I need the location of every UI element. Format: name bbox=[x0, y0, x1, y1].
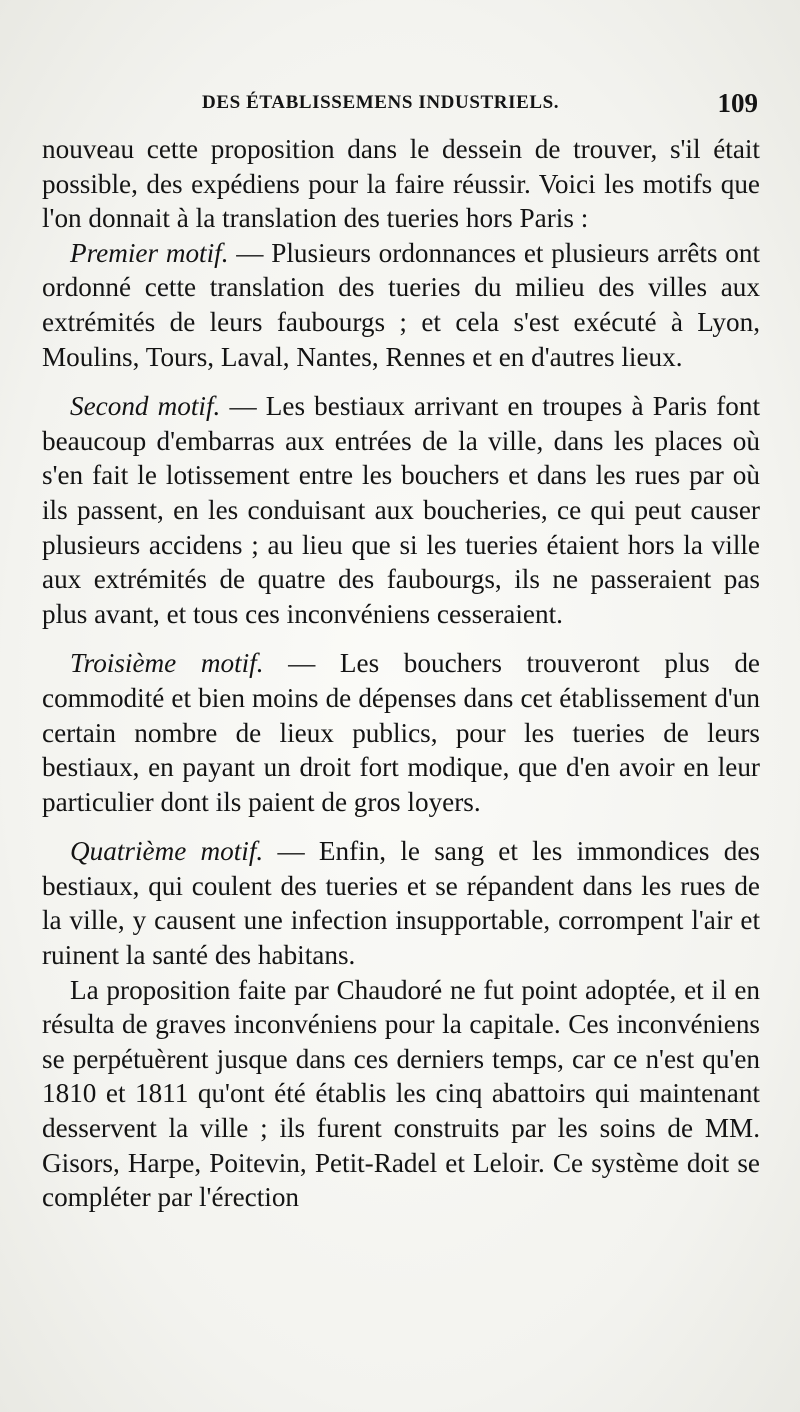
paragraph-quatrieme-motif bbox=[42, 834, 760, 972]
paragraph-text: nouveau cette proposition dans le dessein de trouver, s'il était possible, des expédiens pour la faire réussir. Voici les motifs que l'on donnait à la translation des tueries hors Paris : bbox=[42, 134, 760, 234]
body-text bbox=[42, 132, 760, 1215]
paragraph-second-motif bbox=[42, 389, 760, 631]
paragraph-heading: Troisième motif. bbox=[70, 648, 264, 679]
paragraph-text: — Enfin, le sang et les immondices des bestiaux, qui coulent des tueries et se répandent dans les rues de la ville, y causent une infection insupportable, corrompent l'air et ruinent la santé des habitans. bbox=[42, 836, 760, 971]
running-title: DES ÉTABLISSEMENS INDUSTRIELS. bbox=[202, 92, 560, 113]
paragraph-heading: Premier motif. bbox=[70, 237, 229, 268]
paragraph-conclusion bbox=[42, 973, 760, 1215]
paragraph-heading: Second motif. bbox=[70, 391, 221, 422]
page-header bbox=[42, 88, 762, 124]
paragraph-troisieme-motif bbox=[42, 646, 760, 819]
page-number: 109 bbox=[717, 88, 758, 118]
paragraph-text: — Les bouchers trouveront plus de commodité et bien moins de dépenses dans cet établissement d'un certain nombre de lieux publics, pour les tueries de leurs bestiaux, en payant un droit fort modique, que d'en avoir en leur particulier dont ils paient de gros loyers. bbox=[42, 648, 760, 817]
paragraph-text: La proposition faite par Chaudoré ne fut point adoptée, et il en résulta de graves inconvéniens pour la capitale. Ces inconvéniens se perpétuèrent jusque dans ces derniers temps, car ce n'est qu'en 1810 et 1811 qu'ont été établis les cinq abattoirs qui maintenant desservent la ville ; ils furent construits par les soins de MM. Gisors, Harpe, Poitevin, Petit-Radel et Leloir. Ce système doit se compléter par l'érection bbox=[42, 974, 760, 1213]
paragraph-text: — Les bestiaux arrivant en troupes à Paris font beaucoup d'embarras aux entrées de la ville, dans les places où s'en fait le lotissement entre les bouchers et dans les rues par où ils passent, en les conduisant aux boucheries, ce qui peut causer plusieurs accidens ; au lieu que si les tueries étaient hors la ville aux extrémités de quatre des faubourgs, ils ne passeraient pas plus avant, et tous ces inconvéniens cesseraient. bbox=[42, 391, 760, 629]
paragraph-intro bbox=[42, 132, 760, 236]
paragraph-text: — Plusieurs ordonnances et plusieurs arrêts ont ordonné cette translation des tueries du milieu des villes aux extrémités de leurs faubourgs ; et cela s'est exécuté à Lyon, Moulins, Tours, Laval, Nantes, Rennes et en d'autres lieux. bbox=[42, 237, 760, 372]
paragraph-premier-motif bbox=[42, 236, 760, 374]
paragraph-heading: Quatrième motif. bbox=[70, 836, 264, 867]
